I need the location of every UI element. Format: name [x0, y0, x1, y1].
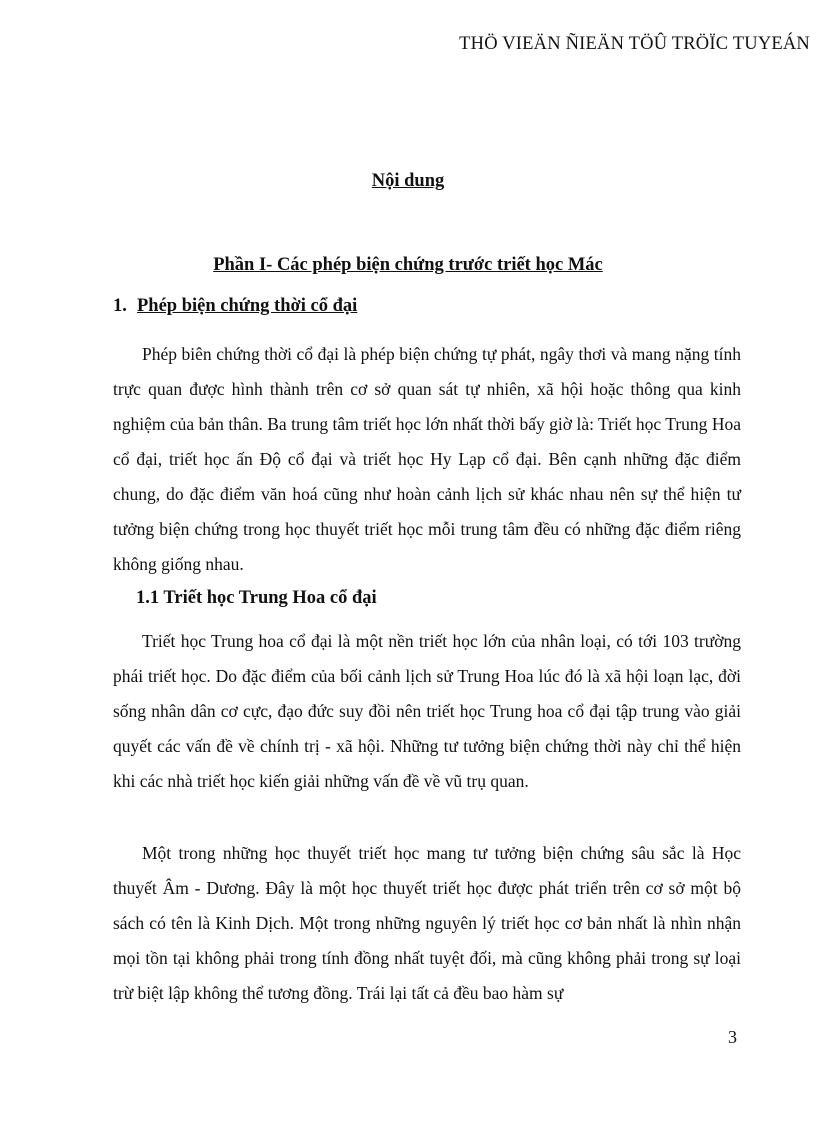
section-1-1-heading: 1.1 Triết học Trung Hoa cổ đại	[136, 588, 377, 608]
header-watermark: THÖ VIEÄN ÑIEÄN TÖÛ TRÖÏC TUYEÁN	[459, 34, 810, 54]
section-1-title: Phép biện chứng thời cổ đại	[137, 296, 358, 316]
part-heading: Phần I- Các phép biện chứng trước triết học Mác	[213, 255, 603, 275]
page-number: 3	[728, 1027, 737, 1047]
section-1-paragraph: Phép biên chứng thời cổ đại là phép biện chứng tự phát, ngây thơi và mang nặng tính trực quan được hình thành trên cơ sở quan sát tự nhiên, xã hội hoặc thông qua kinh nghiệm của bản thân. Ba trung tâm triết học lớn nhất thời bấy giờ là: Triết học Trung Hoa cổ đại, triết học ấn Độ cổ đại và triết học Hy Lạp cổ đại. Bên cạnh những đặc điểm chung, do đặc điểm văn hoá cũng như hoàn cảnh lịch sử khác nhau nên sự thể hiện tư tưởng biện chứng trong học thuyết triết học mỗi trung tâm đều có những đặc điểm riêng không giống nhau.	[113, 344, 741, 574]
section-1-heading	[113, 296, 357, 317]
section-1-number: 1.	[113, 296, 127, 316]
section-1-1-paragraph-2: Một trong những học thuyết triết học mang tư tưởng biện chứng sâu sắc là Học thuyết Âm - Dương. Đây là một học thuyết triết học được phát triển trên cơ sở một bộ sách có tên là Kinh Dịch. Một trong những nguyên lý triết học cơ bản nhất là nhìn nhận mọi tồn tại không phải trong tính đồng nhất tuyệt đối, mà cũng không phải trong sự loại trừ biệt lập không thể tương đồng. Trái lại tất cả đều bao hàm sự	[113, 843, 741, 1003]
content-heading: Nội dung	[371, 171, 445, 191]
section-1-1-paragraph-1: Triết học Trung hoa cổ đại là một nền triết học lớn của nhân loại, có tới 103 trường phái triết học. Do đặc điểm của bối cảnh lịch sử Trung Hoa lúc đó là xã hội loạn lạc, đời sống nhân dân cơ cực, đạo đức suy đồi nên triết học Trung hoa cổ đại tập trung vào giải quyết các vấn đề về chính trị - xã hội. Những tư tưởng biện chứng thời này chỉ thể hiện khi các nhà triết học kiến giải những vấn đề về vũ trụ quan.	[113, 631, 741, 791]
